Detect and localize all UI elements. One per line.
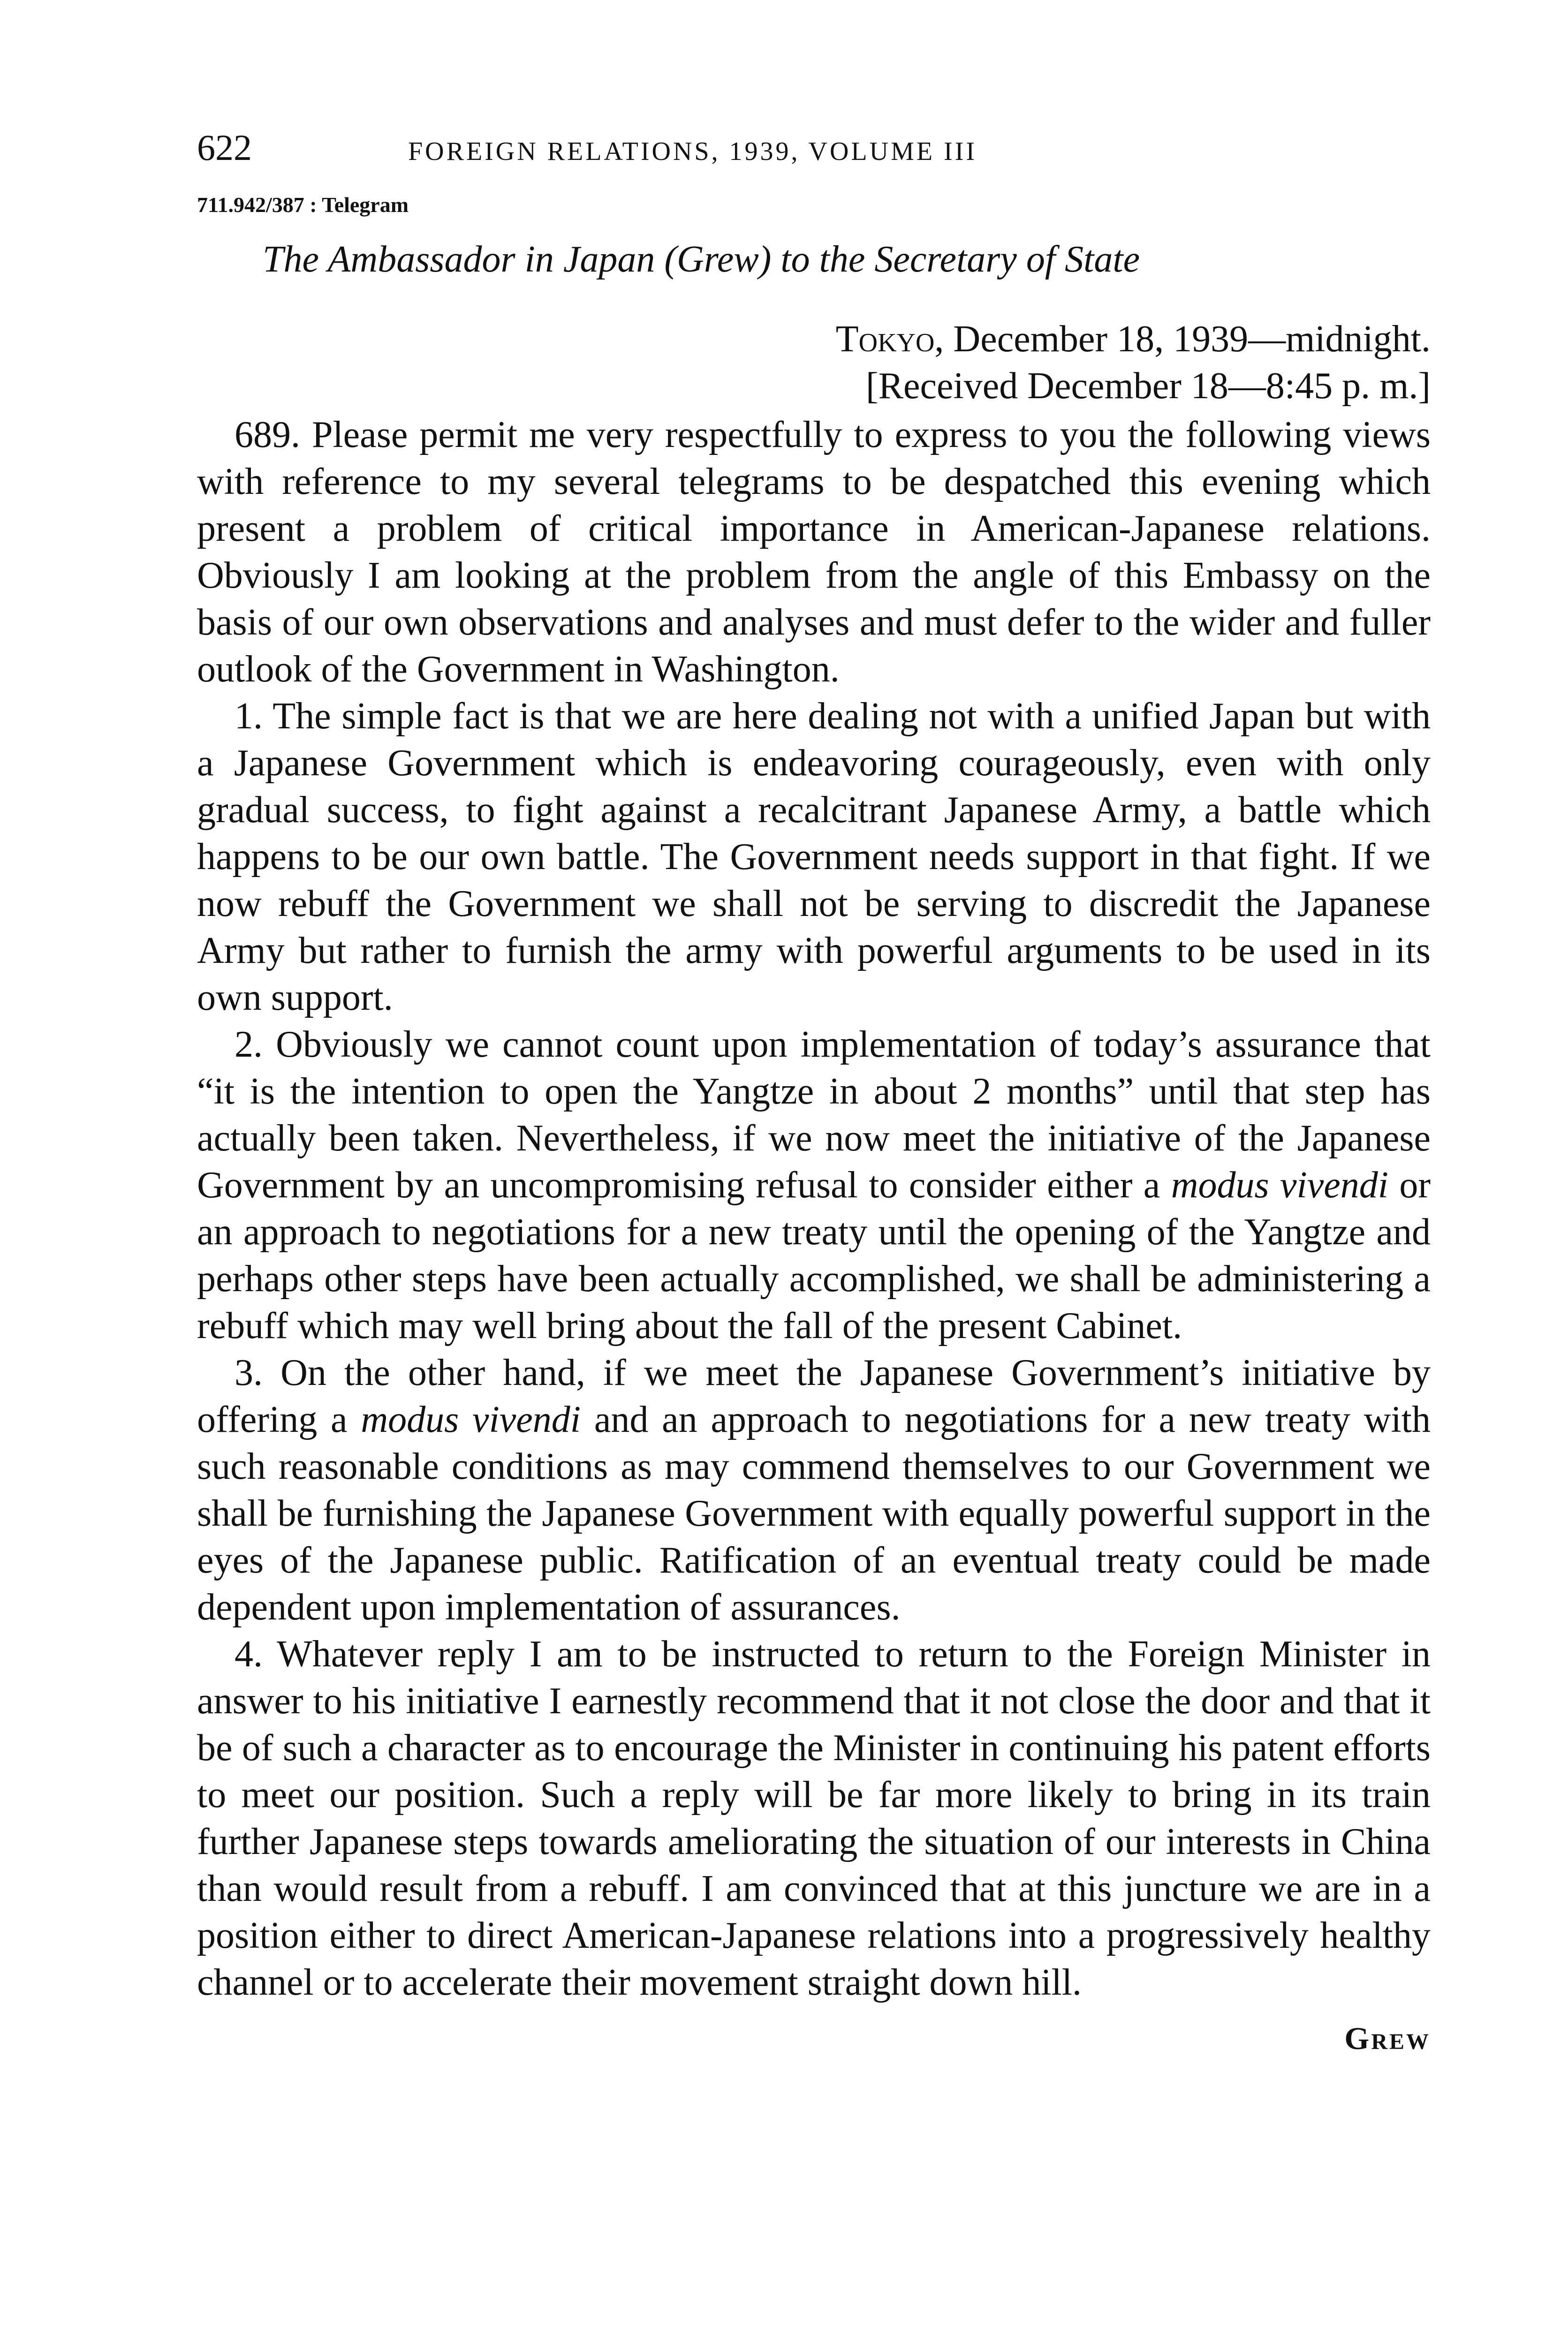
running-head	[197, 127, 1431, 183]
dateline-place: Tokyo	[835, 318, 935, 360]
paragraph	[197, 693, 1431, 1021]
running-title: FOREIGN RELATIONS, 1939, VOLUME III	[408, 137, 977, 166]
document-page	[197, 127, 1431, 2057]
paragraph-text: 4. Whatever reply I am to be instructed to return to the Foreign Minister in answer to his initiative I earnestly recommend that it not close the door and that it be of such a character as to encourage the Minister in continuing his patent efforts to meet our position. Such a reply will be far more likely to bring in its train further Japanese steps towards ameliorating the situation of our interests in China than would result from a rebuff. I am convinced that at this juncture we are in a position either to direct American-Japanese relations into a progressively healthy channel or to accelerate their movement straight down hill.	[197, 1634, 1431, 2003]
italic-term: modus vivendi	[1171, 1165, 1388, 1206]
paragraph-text: or an approach to negotiations for a new treaty until the opening of the Yangtze and perhaps other steps have been actually accomplished, we shall be administering a rebuff which may well bring about the fall of the present Cabinet.	[197, 1165, 1431, 1346]
signature: Grew	[1344, 2020, 1431, 2056]
paragraph	[197, 1021, 1431, 1349]
paragraph-text: 2. Obviously we cannot count upon implementation of today’s assurance that “it is the intention to open the Yangtze in about 2 months” until that step has actually been taken. Nevertheless, if we now meet the initiative of the Japanese Government by an uncompromising refusal to consider either a	[197, 1024, 1431, 1206]
document-title: The Ambassador in Japan (Grew) to the Secretary of State	[263, 239, 1140, 280]
received-line: [Received December 18—8:45 p. m.]	[865, 365, 1431, 407]
italic-term: modus vivendi	[361, 1399, 581, 1440]
paragraph-text: 689. Please permit me very respectfully to express to you the following views with reference to my several telegrams to be despatched this evening which present a problem of critical importance in American-Japanese relations. Obviously I am looking at the problem from the angle of this Embassy on the basis of our own observations and analyses and must defer to the wider and fuller outlook of the Government in Washington.	[197, 414, 1431, 690]
telegram-body	[197, 411, 1431, 2006]
page-number: 622	[197, 127, 252, 168]
paragraph	[197, 1631, 1431, 2006]
dateline-date: , December 18, 1939—midnight.	[934, 318, 1431, 360]
paragraph	[197, 411, 1431, 693]
paragraph-text: and an approach to negotiations for a new treaty with such reasonable conditions as may commend themselves to our Government we shall be furnishing the Japanese Government with equally powerful support in the eyes of the Japanese public. Ratification of an eventual treaty could be made dependent upon implementation of assurances.	[197, 1399, 1431, 1628]
file-reference: 711.942/387 : Telegram	[197, 193, 409, 217]
dateline	[197, 316, 1431, 363]
paragraph-text: 1. The simple fact is that we are here dealing not with a unified Japan but with a Japanese Government which is endeavoring courageously, even with only gradual success, to fight against a recalcitrant Japanese Army, a battle which happens to be our own battle. The Government needs support in that fight. If we now rebuff the Government we shall not be serving to discredit the Japanese Army but rather to furnish the army with powerful arguments to be used in its own support.	[197, 696, 1431, 1018]
paragraph-text: 3. On the other hand, if we meet the Japanese Government’s initiative by offering a	[197, 1352, 1431, 1440]
paragraph	[197, 1349, 1431, 1631]
